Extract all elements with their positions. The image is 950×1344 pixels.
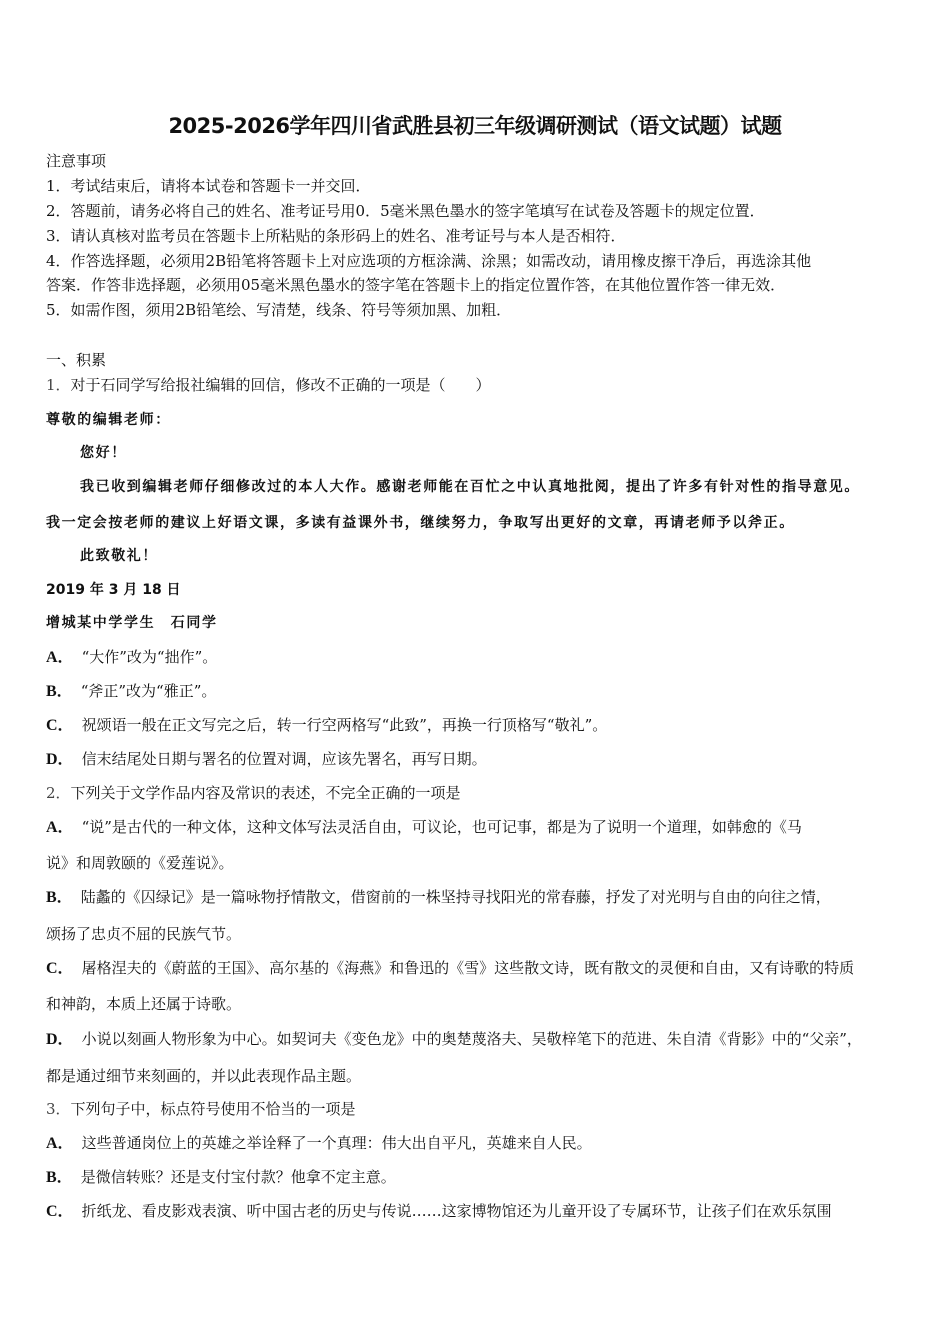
letter-date: 2019 年 3 月 18 日 xyxy=(46,582,181,598)
page-title: 2025-2026学年四川省武胜县初三年级调研测试（语文试题）试题 xyxy=(168,114,782,138)
option-b xyxy=(46,681,216,702)
option-label: C． xyxy=(46,1203,74,1220)
option-a xyxy=(46,817,802,838)
letter-closing: 此致敬礼！ xyxy=(80,548,158,564)
option-b xyxy=(46,887,831,908)
option-c-continued: 和神韵，本质上还属于诗歌。 xyxy=(46,995,242,1013)
question-number: 2． xyxy=(46,784,71,802)
notice-item: 2．答题前，请务必将自己的姓名、准考证号用0．5毫米黑色墨水的签字笔填写在试卷及答题卡的规定位置． xyxy=(46,202,765,220)
option-d xyxy=(46,1029,862,1050)
section-heading: 一、积累 xyxy=(46,351,107,369)
option-text: 这些普通岗位上的英雄之举诠释了一个真理：伟大出自平凡，英雄来自人民。 xyxy=(81,1134,592,1152)
option-text: 是微信转账？还是支付宝付款？他拿不定主意。 xyxy=(80,1168,396,1186)
question-text: 下列句子中，标点符号使用不恰当的一项是 xyxy=(70,1100,356,1118)
option-b-continued: 颂扬了忠贞不屈的民族气节。 xyxy=(46,925,242,943)
option-a-continued: 说》和周敦颐的《爱莲说》。 xyxy=(46,854,234,872)
option-label: B． xyxy=(46,889,73,906)
letter-body: 我一定会按老师的建议上好语文课，多读有益课外书，继续努力，争取写出更好的文章，再请老师予以斧正。 xyxy=(46,515,795,531)
letter-salutation: 尊敬的编辑老师： xyxy=(46,412,171,428)
notice-item: 1．考试结束后，请将本试卷和答题卡一并交回． xyxy=(46,177,371,195)
option-b xyxy=(46,1167,396,1188)
question-2-stem xyxy=(46,783,461,803)
option-text: 祝颂语一般在正文写完之后，转一行空两格写“此致”，再换一行顶格写“敬礼”。 xyxy=(81,716,608,734)
notice-item: 3．请认真核对监考员在答题卡上所粘贴的条形码上的姓名、准考证号与本人是否相符． xyxy=(46,227,626,245)
option-c xyxy=(46,715,607,736)
option-text: 小说以刻画人物形象为中心。如契诃夫《变色龙》中的奥楚蔑洛夫、吴敬梓笔下的范进、朱自清《背影》中的“父亲”， xyxy=(81,1030,862,1048)
option-label: D． xyxy=(46,1031,74,1048)
letter-body: 我已收到编辑老师仔细修改过的本人大作。感谢老师能在百忙之中认真地批阅，提出了许多有针对性的指导意见。 xyxy=(80,479,860,495)
option-text: 屠格涅夫的《蔚蓝的王国》、高尔基的《海燕》和鲁迅的《雪》这些散文诗，既有散文的灵便和自由，又有诗歌的特质 xyxy=(81,959,855,977)
question-1-stem xyxy=(46,375,491,395)
option-text: “说”是古代的一种文体，这种文体写法灵活自由，可议论，也可记事，都是为了说明一个道理，如韩愈的《马 xyxy=(81,818,802,836)
question-text: 下列关于文学作品内容及常识的表述，不完全正确的一项是 xyxy=(70,784,461,802)
option-a xyxy=(46,647,217,668)
option-text: “斧正”改为“雅正”。 xyxy=(80,682,217,700)
question-3-stem xyxy=(46,1099,356,1119)
letter-signature: 增城某中学学生 石同学 xyxy=(46,615,218,631)
option-d-continued: 都是通过细节来刻画的，并以此表现作品主题。 xyxy=(46,1067,362,1085)
option-text: 折纸龙、看皮影戏表演、听中国古老的历史与传说……这家博物馆还为儿童开设了专属环节，让孩子们在欢乐氛围 xyxy=(81,1202,832,1220)
option-label: A． xyxy=(46,819,74,836)
option-label: B． xyxy=(46,683,73,700)
option-label: B． xyxy=(46,1169,73,1186)
letter-greeting: 您好！ xyxy=(80,445,127,461)
option-text: 信末结尾处日期与署名的位置对调，应该先署名，再写日期。 xyxy=(81,750,487,768)
option-c xyxy=(46,1201,832,1222)
option-label: A． xyxy=(46,1135,74,1152)
notice-item: 答案．作答非选择题，必须用05毫米黑色墨水的签字笔在答题卡上的指定位置作答，在其他位置作答一律无效． xyxy=(46,276,786,294)
notice-item: 4．作答选择题，必须用2B铅笔将答题卡上对应选项的方框涂满、涂黑；如需改动，请用橡皮擦干净后，再选涂其他 xyxy=(46,252,812,270)
option-text: 陆蠡的《囚绿记》是一篇咏物抒情散文，借窗前的一株坚持寻找阳光的常春藤，抒发了对光明与自由的向往之情， xyxy=(80,888,831,906)
option-a xyxy=(46,1133,592,1154)
option-d xyxy=(46,749,487,770)
notice-item: 5．如需作图，须用2B铅笔绘、写清楚，线条、符号等须加黑、加粗． xyxy=(46,301,512,319)
option-label: A． xyxy=(46,649,74,666)
option-label: D． xyxy=(46,751,74,768)
option-text: “大作”改为“拙作”。 xyxy=(81,648,218,666)
option-c xyxy=(46,958,854,979)
option-label: C． xyxy=(46,960,74,977)
notice-heading: 注意事项 xyxy=(46,152,107,170)
question-number: 3． xyxy=(46,1100,71,1118)
question-text: 对于石同学写给报社编辑的回信，修改不正确的一项是（ ） xyxy=(70,376,491,394)
question-number: 1． xyxy=(46,376,71,394)
option-label: C． xyxy=(46,717,74,734)
